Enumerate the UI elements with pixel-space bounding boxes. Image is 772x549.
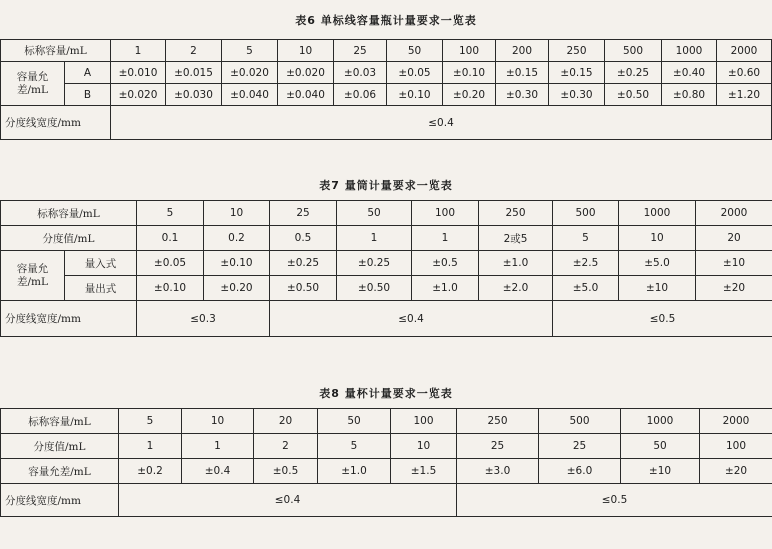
table7-out-row	[1, 276, 772, 301]
table6-class-a-label: A	[65, 62, 111, 84]
table6-class-b-cell: ±0.30	[496, 84, 549, 106]
table7-capacity-cell: 10	[204, 201, 270, 226]
table8-division-cell: 25	[539, 434, 621, 459]
table7-division-cell: 0.1	[137, 226, 204, 251]
table7-division-cell: 0.5	[270, 226, 337, 251]
table8-tolerance-cell: ±1.5	[391, 459, 457, 484]
table7-capacity-cell: 500	[553, 201, 619, 226]
table7-in-row	[1, 251, 772, 276]
table7-line-width-value: ≤0.4	[270, 301, 553, 337]
table8-tolerance-cell: ±0.2	[119, 459, 182, 484]
table6-class-b-row	[1, 84, 772, 106]
table8-line-width-value: ≤0.5	[457, 484, 772, 517]
table6-class-b-cell: ±0.030	[166, 84, 222, 106]
table7-division-cell: 10	[619, 226, 696, 251]
table6-class-a-cell: ±0.03	[334, 62, 387, 84]
table6-class-a-cell: ±0.15	[549, 62, 605, 84]
table6-class-a-cell: ±0.25	[605, 62, 662, 84]
table6-class-a-cell: ±0.60	[717, 62, 772, 84]
table8-division-cell: 100	[700, 434, 772, 459]
table7-measuring-cylinder	[0, 200, 772, 337]
table8-line-width-row	[1, 484, 772, 517]
table7-in-cell: ±0.5	[412, 251, 479, 276]
table8-capacity-cell: 2000	[700, 409, 772, 434]
table7-in-cell: ±1.0	[479, 251, 553, 276]
table7-in-label: 量入式	[65, 251, 137, 276]
table7-in-cell: ±0.10	[204, 251, 270, 276]
table7-capacity-cell: 50	[337, 201, 412, 226]
table6-class-b-cell: ±0.06	[334, 84, 387, 106]
table8-tolerance-cell: ±3.0	[457, 459, 539, 484]
table7-header-label: 标称容量/mL	[1, 201, 137, 226]
table6-class-a-cell: ±0.05	[387, 62, 443, 84]
table7-in-cell: ±10	[696, 251, 772, 276]
table8-measuring-cup	[0, 408, 772, 517]
table7-in-cell: ±5.0	[619, 251, 696, 276]
table7-capacity-cell: 2000	[696, 201, 772, 226]
table6-capacity-cell: 50	[387, 40, 443, 62]
table6-class-b-cell: ±0.30	[549, 84, 605, 106]
table8-division-row	[1, 434, 772, 459]
table6-class-b-cell: ±0.20	[443, 84, 496, 106]
table7-division-cell: 0.2	[204, 226, 270, 251]
table6-class-a-cell: ±0.015	[166, 62, 222, 84]
table7-division-label: 分度值/mL	[1, 226, 137, 251]
table7-out-cell: ±0.50	[270, 276, 337, 301]
table8-tolerance-label: 容量允差/mL	[1, 459, 119, 484]
table8-tolerance-cell: ±0.4	[182, 459, 254, 484]
table8-capacity-cell: 10	[182, 409, 254, 434]
table7-line-width-label: 分度线宽度/mm	[1, 301, 137, 337]
table7-in-cell: ±0.25	[270, 251, 337, 276]
table8-header-row	[1, 409, 772, 434]
table7-capacity-cell: 250	[479, 201, 553, 226]
table7-out-label: 量出式	[65, 276, 137, 301]
table8-header-label: 标称容量/mL	[1, 409, 119, 434]
table8-tolerance-cell: ±20	[700, 459, 772, 484]
table6-class-b-cell: ±0.10	[387, 84, 443, 106]
table7-out-cell: ±2.0	[479, 276, 553, 301]
table8-division-label: 分度值/mL	[1, 434, 119, 459]
table6-capacity-cell: 1	[111, 40, 166, 62]
table6-class-a-cell: ±0.020	[278, 62, 334, 84]
table7-in-cell: ±0.05	[137, 251, 204, 276]
table7-line-width-value: ≤0.5	[553, 301, 772, 337]
table7-division-row	[1, 226, 772, 251]
table7-division-cell: 20	[696, 226, 772, 251]
table6-capacity-cell: 10	[278, 40, 334, 62]
table8-division-cell: 50	[621, 434, 700, 459]
table7-out-cell: ±0.10	[137, 276, 204, 301]
table8-caption: 表8 量杯计量要求一览表	[319, 387, 453, 400]
table7-capacity-cell: 5	[137, 201, 204, 226]
table8-division-cell: 10	[391, 434, 457, 459]
table6-line-width-label: 分度线宽度/mm	[1, 106, 111, 140]
table8-division-cell: 1	[119, 434, 182, 459]
table6-capacity-cell: 5	[222, 40, 278, 62]
table6-capacity-cell: 500	[605, 40, 662, 62]
table7-line-width-value: ≤0.3	[137, 301, 270, 337]
table8-line-width-label: 分度线宽度/mm	[1, 484, 119, 517]
table6-header-label: 标称容量/mL	[1, 40, 111, 62]
table6-class-b-cell: ±0.040	[222, 84, 278, 106]
table6-caption: 表6 单标线容量瓶计量要求一览表	[295, 14, 477, 27]
table6-class-b-cell: ±0.020	[111, 84, 166, 106]
table6-capacity-cell: 250	[549, 40, 605, 62]
table6-class-b-cell: ±0.040	[278, 84, 334, 106]
table7-division-cell: 1	[337, 226, 412, 251]
table6-header-row	[1, 40, 772, 62]
table7-division-cell: 5	[553, 226, 619, 251]
table6-tolerance-label: 容量允差/mL	[1, 62, 65, 106]
table7-division-cell: 1	[412, 226, 479, 251]
table6-capacity-cell: 100	[443, 40, 496, 62]
table7-in-cell: ±0.25	[337, 251, 412, 276]
table8-division-cell: 1	[182, 434, 254, 459]
table8-tolerance-cell: ±1.0	[318, 459, 391, 484]
table8-capacity-cell: 1000	[621, 409, 700, 434]
table6-class-b-cell: ±1.20	[717, 84, 772, 106]
table6-line-width-row	[1, 106, 772, 140]
table6-line-width-value: ≤0.4	[111, 106, 772, 140]
table7-header-row	[1, 201, 772, 226]
table7-capacity-cell: 25	[270, 201, 337, 226]
table7-line-width-row	[1, 301, 772, 337]
table8-capacity-cell: 100	[391, 409, 457, 434]
table7-out-cell: ±10	[619, 276, 696, 301]
table8-capacity-cell: 5	[119, 409, 182, 434]
table8-tolerance-cell: ±10	[621, 459, 700, 484]
table8-capacity-cell: 50	[318, 409, 391, 434]
table6-class-a-row	[1, 62, 772, 84]
table6-class-b-cell: ±0.80	[662, 84, 717, 106]
table8-line-width-value: ≤0.4	[119, 484, 457, 517]
table6-capacity-cell: 1000	[662, 40, 717, 62]
table8-capacity-cell: 20	[254, 409, 318, 434]
table7-out-cell: ±20	[696, 276, 772, 301]
table6-capacity-cell: 200	[496, 40, 549, 62]
table7-capacity-cell: 1000	[619, 201, 696, 226]
table7-out-cell: ±1.0	[412, 276, 479, 301]
table7-tolerance-label: 容量允差/mL	[1, 251, 65, 301]
table6-capacity-cell: 2	[166, 40, 222, 62]
table8-tolerance-row	[1, 459, 772, 484]
table8-capacity-cell: 250	[457, 409, 539, 434]
table8-tolerance-cell: ±0.5	[254, 459, 318, 484]
table7-out-cell: ±5.0	[553, 276, 619, 301]
table7-out-cell: ±0.20	[204, 276, 270, 301]
table7-capacity-cell: 100	[412, 201, 479, 226]
table6-class-a-cell: ±0.10	[443, 62, 496, 84]
table7-caption: 表7 量筒计量要求一览表	[319, 179, 453, 192]
table8-division-cell: 2	[254, 434, 318, 459]
table6-volumetric-flask	[0, 39, 772, 140]
table7-in-cell: ±2.5	[553, 251, 619, 276]
table7-out-cell: ±0.50	[337, 276, 412, 301]
table6-class-a-cell: ±0.020	[222, 62, 278, 84]
table6-class-b-label: B	[65, 84, 111, 106]
table8-division-cell: 5	[318, 434, 391, 459]
table6-class-b-cell: ±0.50	[605, 84, 662, 106]
table7-division-cell: 2或5	[479, 226, 553, 251]
table6-class-a-cell: ±0.010	[111, 62, 166, 84]
table6-class-a-cell: ±0.15	[496, 62, 549, 84]
table8-tolerance-cell: ±6.0	[539, 459, 621, 484]
table6-class-a-cell: ±0.40	[662, 62, 717, 84]
table8-capacity-cell: 500	[539, 409, 621, 434]
table8-division-cell: 25	[457, 434, 539, 459]
table6-capacity-cell: 25	[334, 40, 387, 62]
table6-capacity-cell: 2000	[717, 40, 772, 62]
